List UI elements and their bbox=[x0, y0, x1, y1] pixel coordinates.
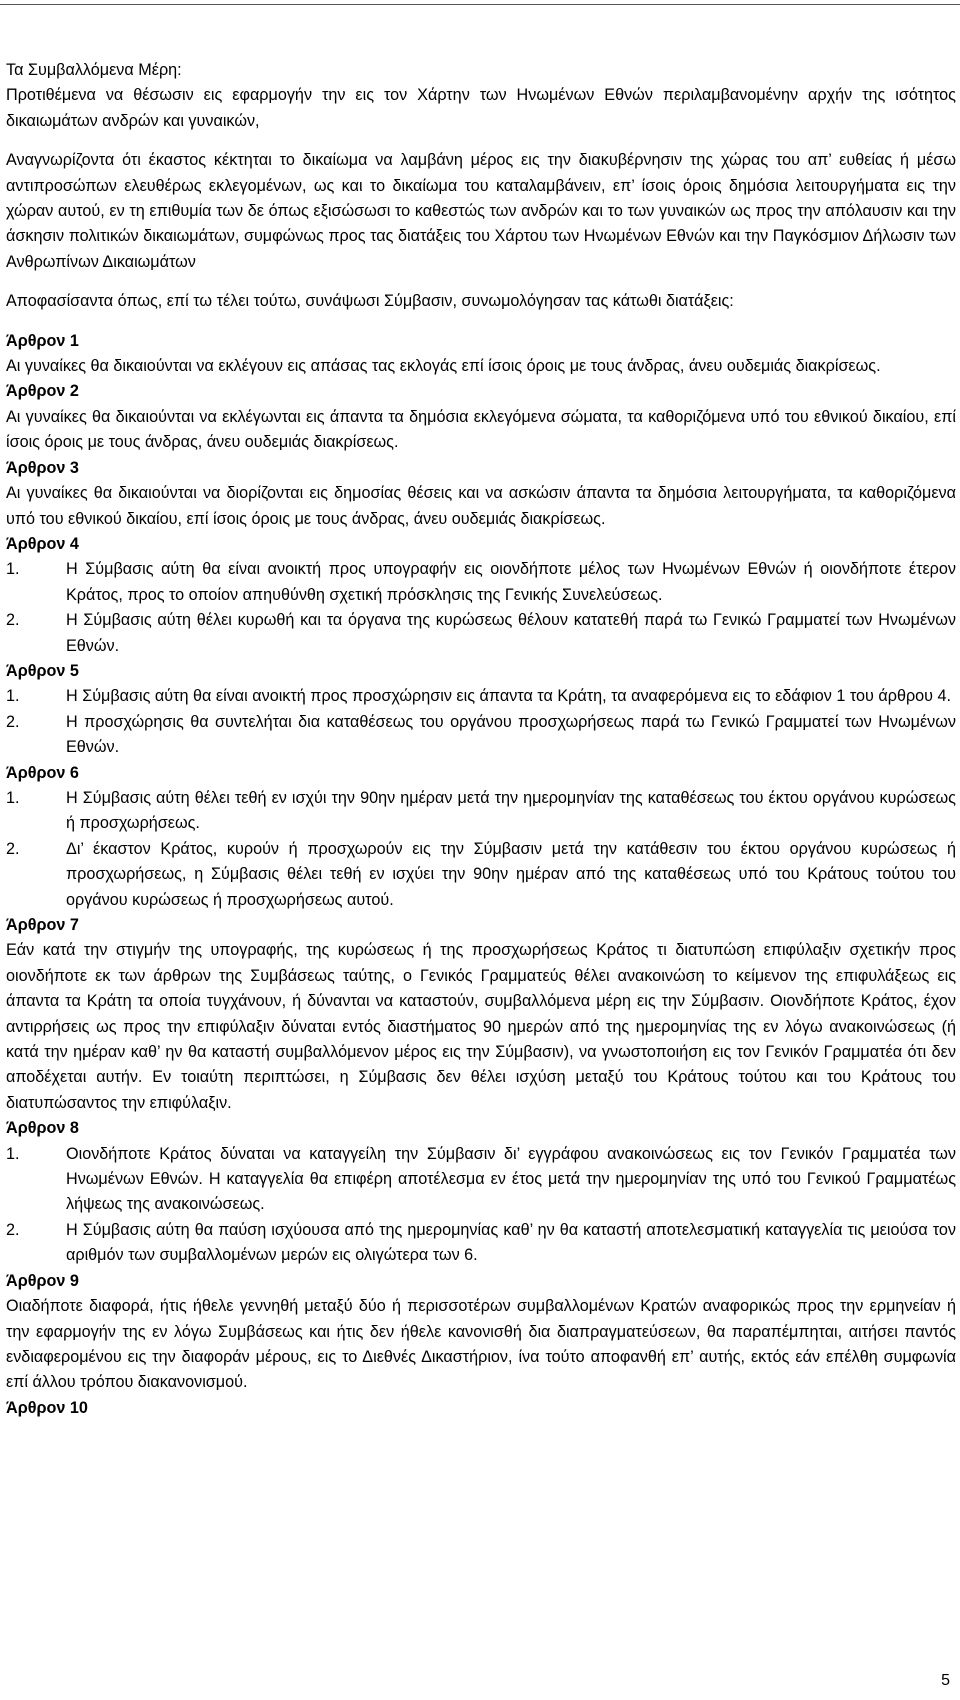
item-number: 2. bbox=[6, 1220, 20, 1239]
article-1-heading: Άρθρον 1 bbox=[6, 331, 79, 350]
article-3-heading: Άρθρον 3 bbox=[6, 458, 79, 477]
article-4-heading: Άρθρον 4 bbox=[6, 534, 79, 553]
article-7-heading: Άρθρον 7 bbox=[6, 916, 79, 934]
item-number: 2. bbox=[6, 839, 20, 858]
top-rule bbox=[0, 4, 960, 5]
item-text: Δι’ έκαστον Κράτος, κυρούν ή προσχωρούν εις την Σύμβασιν μετά την κατάθεσιν του έκτου οργάνου κυρώσεως ή προσχωρήσεως, η Σύμβασις θέλει τεθή εν ισχύει την 90ην ημέραν από της καταθέσεως υπό του Κράτους τούτου του οργάνου κυρώσεως ή προσχωρήσεως αυτού. bbox=[66, 839, 956, 909]
preamble-paragraph-1: Προτιθέμενα να θέσωσιν εις εφαρμογήν την εις τον Χάρτην των Ηνωμένων Εθνών περιλαμβανομένην αρχήν της ισότητος δικαιωμάτων ανδρών και γυναικών, bbox=[6, 86, 956, 130]
item-text: Η Σύμβασις αύτη θέλει τεθή εν ισχύι την 90ην ημέραν μετά την ημερομηνίαν της καταθέσεως του έκτου οργάνου κυρώσεως ή προσχωρήσεως. bbox=[66, 788, 956, 833]
item-number: 1. bbox=[6, 1144, 20, 1163]
article-9-text: Οιαδήποτε διαφορά, ήτις ήθελε γεννηθή μεταξύ δύο ή περισσοτέρων συμβαλλομένων Κρατών αναφορικώς προς την ερμηνείαν ή την εφαρμογήν της εν λόγω Συμβάσεως και ήτις δεν ήθελε κανονισθή δια διαπραγματεύσεων, θα παραπέμπηται, αιτήσει παντός ενδιαφερομένου εις την διαφοράν μέρους, εις το Διεθνές Δικαστήριον, ίνα τούτο αποφανθή επ’ αυτής, εκτός εάν επέλθη συμφωνία επί άλλου τρόπου διακανονισμού. bbox=[6, 1297, 956, 1392]
item-text: Η Σύμβασις αύτη θα παύση ισχύουσα από της ημερομηνίας καθ’ ην θα καταστή αποτελεσματική καταγγελία τις μειούσα τον αριθμόν των συμβαλλομένων μερών εις ολιγώτερα των 6. bbox=[66, 1220, 956, 1265]
article-4-item bbox=[6, 608, 956, 659]
item-text: Η Σύμβασις αύτη θέλει κυρωθή και τα όργανα της κυρώσεως θέλουν κατατεθή παρά τω Γενικώ Γραμματεί των Ηνωμένων Εθνών. bbox=[66, 611, 956, 655]
article-8-heading: Άρθρον 8 bbox=[6, 1119, 79, 1138]
article-2-text: Αι γυναίκες θα δικαιούνται να εκλέγωνται εις άπαντα τα δημόσια εκλεγόμενα σώματα, τα καθοριζόμενα υπό του εθνικού δικαίου, επί ίσοις όροις με τους άνδρας, άνευ ουδεμιάς διακρίσεως. bbox=[6, 407, 956, 452]
item-number: 1. bbox=[6, 687, 20, 706]
article-5-heading: Άρθρον 5 bbox=[6, 661, 79, 680]
article-9-heading: Άρθρον 9 bbox=[6, 1271, 79, 1290]
article-6-heading: Άρθρον 6 bbox=[6, 763, 79, 782]
article-6-item bbox=[6, 786, 956, 837]
article-5-item bbox=[6, 710, 956, 761]
document-page bbox=[6, 58, 956, 1421]
item-text: Η Σύμβασις αύτη θα είναι ανοικτή προς υπογραφήν εις οιονδήποτε μέλος των Ηνωμένων Εθνών ή οιονδήποτε έτερον Κράτος, προς το οποίον απηυθύνθη σχετική πρόσκλησις της Γενικής Συνελεύσεως. bbox=[66, 560, 956, 604]
article-4-item bbox=[6, 557, 956, 608]
item-number: 2. bbox=[6, 712, 20, 731]
article-8-item bbox=[6, 1218, 956, 1269]
item-number: 1. bbox=[6, 560, 20, 579]
item-number: 1. bbox=[6, 788, 20, 807]
preamble-intro: Τα Συμβαλλόμενα Μέρη: bbox=[6, 61, 182, 79]
page-number: 5 bbox=[941, 1672, 950, 1689]
article-10-heading: Άρθρον 10 bbox=[6, 1398, 88, 1417]
preamble-paragraph-3: Αποφασίσαντα όπως, επί τω τέλει τούτω, συνάψωσι Σύμβασιν, συνωμολόγησαν τας κάτωθι διατάξεις: bbox=[6, 292, 734, 311]
preamble-paragraph-2: Αναγνωρίζοντα ότι έκαστος κέκτηται το δικαίωμα να λαμβάνη μέρος εις την διακυβέρνησιν της χώρας του απ’ ευθείας ή μέσω αντιπροσώπων ελευθέρως εκλεγομένων, ως και το δικαίωμα του καταλαμβάνειν, επ’ ίσοις όροις δημόσια λειτουργήματα εις την χώραν αυτού, εν τη επιθυμία των δε όπως εξισώσωσι το καθεστώς των ανδρών και το των γυναικών ως προς την απόλαυσιν και την άσκησιν πολιτικών δικαιωμάτων, συμφώνως προς τας διατάξεις του Χάρτου των Ηνωμένων Εθνών και την Παγκόσμιον Δήλωσιν των Ανθρωπίνων Δικαιωμάτων bbox=[6, 151, 956, 271]
item-text: Οιονδήποτε Κράτος δύναται να καταγγείλη την Σύμβασιν δι’ εγγράφου ανακοινώσεως εις τον Γενικόν Γραμματέα των Ηνωμένων Εθνών. Η καταγγελία θα επιφέρη αποτέλεσμα εν έτος μετά την ημερομηνίαν της υπό του Γενικού Γραμματέως λήψεως της ανακοινώσεως. bbox=[66, 1144, 956, 1214]
article-2-heading: Άρθρον 2 bbox=[6, 382, 79, 401]
article-7-text: Εάν κατά την στιγμήν της υπογραφής, της κυρώσεως ή της προσχωρήσεως Κράτος τι διατυπώση επιφύλαξιν σχετικήν προς οιονδήποτε εκ των άρθρων της Συμβάσεως ταύτης, ο Γενικός Γραμματεύς θέλει ανακοινώση το κείμενον της επιφυλάξεως εις άπαντα τα Κράτη τα οποία τυγχάνουν, ή δύνανται να καταστούν, συμβαλλόμενα μέρη εις την Σύμβασιν. Οιονδήποτε Κράτος, έχον αντιρρήσεις ως προς την επιφύλαξιν δύναται εντός διαστήματος 90 ημερών από της ημερομηνίας της εν λόγω ανακοινώσεως (ή κατά την ημέραν καθ’ ην θα καταστή συμβαλλόμενον μέρος εις την Σύμβασιν), να γνωστοποιήση εις τον Γενικόν Γραμματέα ότι δεν αποδέχεται αυτήν. Εν τοιαύτη περιπτώσει, η Σύμβασις δεν θέλει ισχύση μεταξύ του Κράτους τούτου και του Κράτους του διατυπώσαντος την επιφύλαξιν. bbox=[6, 941, 956, 1112]
item-text: Η προσχώρησις θα συντελήται δια καταθέσεως του οργάνου προσχωρήσεως παρά τω Γενικώ Γραμματεί των Ηνωμένων Εθνών. bbox=[66, 712, 956, 757]
article-5-item bbox=[6, 684, 956, 709]
item-number: 2. bbox=[6, 611, 20, 630]
article-6-item bbox=[6, 837, 956, 913]
article-3-text: Αι γυναίκες θα δικαιούνται να διορίζονται εις δημοσίας θέσεις και να ασκώσιν άπαντα τα δημόσια λειτουργήματα, τα καθοριζόμενα υπό του εθνικού δικαίου, επί ίσοις όροις με τους άνδρας, άνευ ουδεμιάς διακρίσεως. bbox=[6, 484, 956, 528]
article-1-text: Αι γυναίκες θα δικαιούνται να εκλέγουν εις απάσας τας εκλογάς επί ίσοις όροις με τους άνδρας, άνευ ουδεμιάς διακρίσεως. bbox=[6, 357, 881, 376]
item-text: Η Σύμβασις αύτη θα είναι ανοικτή προς προσχώρησιν εις άπαντα τα Κράτη, τα αναφερόμενα εις το εδάφιον 1 του άρθρου 4. bbox=[66, 687, 952, 706]
article-8-item bbox=[6, 1142, 956, 1218]
